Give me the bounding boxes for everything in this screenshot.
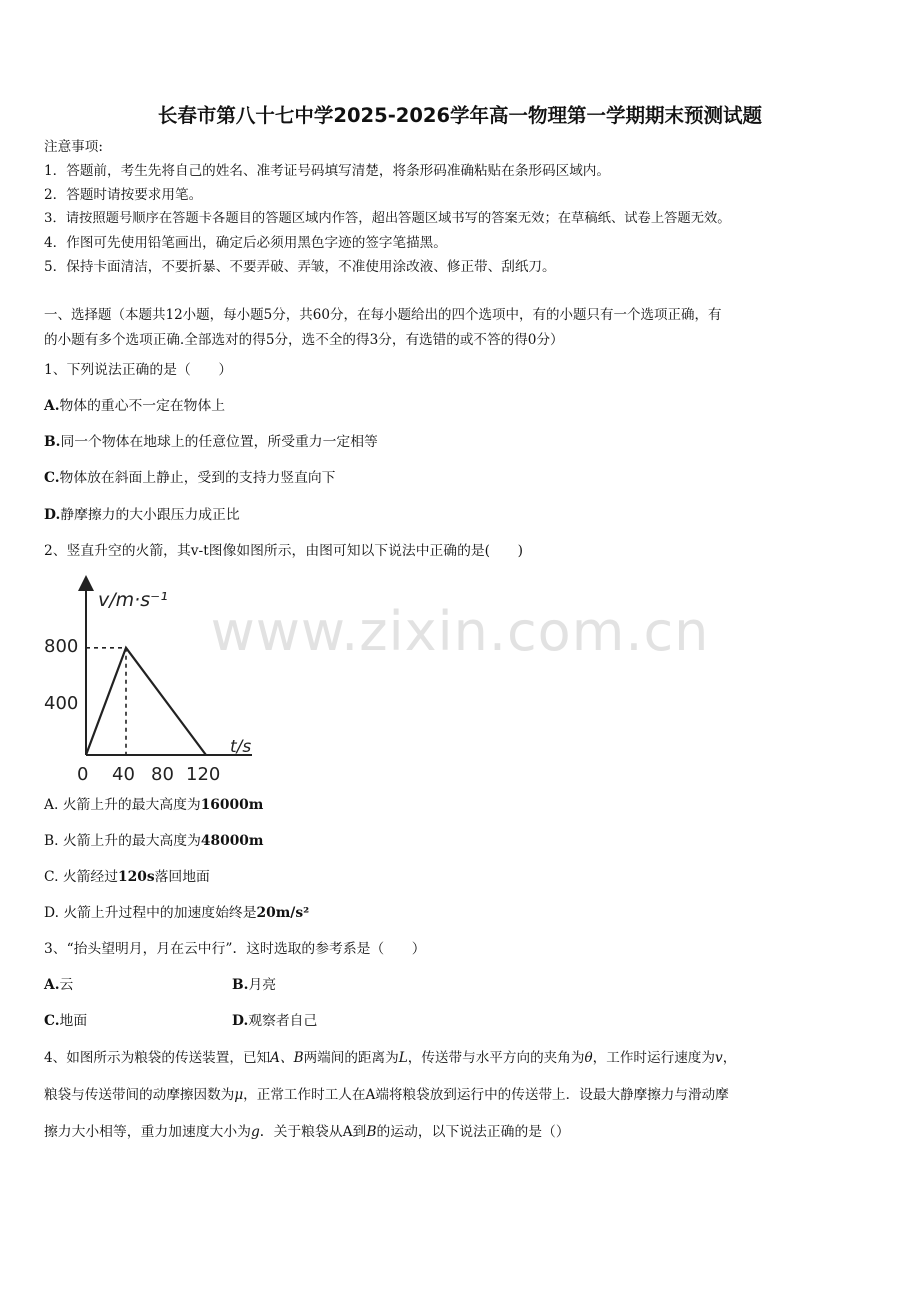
- q3-option-d: [232, 1011, 317, 1031]
- option-value: 48000m: [200, 833, 264, 849]
- math-symbol: θ: [584, 1050, 593, 1066]
- option-letter: B.: [44, 434, 61, 450]
- y-tick-label: 400: [44, 693, 79, 714]
- math-symbol: L: [398, 1050, 408, 1066]
- math-symbol: B: [366, 1124, 377, 1140]
- watermark: www.zixin.com.cn: [210, 600, 710, 663]
- notice-item: 3．请按照题号顺序在答题卡各题目的答题区域内作答，超出答题区域书写的答案无效；在草稿纸、试卷上答题无效。: [44, 211, 731, 226]
- x-tick-label: 40: [112, 764, 135, 785]
- option-text: 云: [59, 977, 74, 993]
- option-letter: B.: [232, 977, 249, 993]
- y-tick-label: 800: [44, 636, 79, 657]
- option-value: 120s: [118, 869, 155, 885]
- q2-option-d: [44, 903, 309, 923]
- notice-item: 2．答题时请按要求用笔。: [44, 187, 203, 203]
- notice-heading: 注意事项:: [44, 139, 103, 155]
- x-axis-label: t/s: [230, 737, 252, 757]
- q4-text: ，正常工作时工人在A端将粮袋放到运行中的传送带上．设最大静摩擦力与滑动摩: [243, 1087, 729, 1103]
- question-4-line3: [44, 1122, 570, 1142]
- option-text: 物体的重心不一定在物体上: [59, 398, 226, 414]
- option-text: B. 火箭上升的最大高度为: [44, 833, 201, 849]
- option-text: A. 火箭上升的最大高度为: [44, 797, 201, 813]
- q4-text: 的运动，以下说法正确的是（）: [376, 1124, 570, 1140]
- q1-option-a: [44, 396, 225, 416]
- q3-option-b: [232, 975, 276, 995]
- section-instructions-line1: 一、选择题（本题共12小题，每小题5分，共60分，在每小题给出的四个选项中，有的小题只有一个选项正确，有: [44, 307, 722, 323]
- question-2-stem: 2、竖直升空的火箭，其v-t图像如图所示，由图可知以下说法中正确的是( ): [44, 543, 524, 559]
- option-text: 观察者自己: [248, 1013, 318, 1029]
- option-text: 落回地面: [154, 869, 210, 885]
- option-value: 16000m: [200, 797, 264, 813]
- q2-option-a: [44, 795, 263, 815]
- option-text: D. 火箭上升过程中的加速度始终是: [44, 905, 257, 921]
- option-letter: C.: [44, 470, 60, 486]
- q2-option-b: [44, 831, 264, 851]
- y-axis-label: v/m·s⁻¹: [98, 589, 168, 611]
- notice-item: 5．保持卡面清洁，不要折暴、不要弄破、弄皱，不准使用涂改液、修正带、刮纸刀。: [44, 259, 556, 275]
- q2-option-c: [44, 867, 210, 887]
- option-letter: D.: [232, 1013, 249, 1029]
- option-letter: C.: [44, 1013, 60, 1029]
- q1-option-c: [44, 468, 335, 488]
- math-symbol: v: [715, 1050, 723, 1066]
- q4-text: ，: [722, 1050, 737, 1066]
- question-4-line1: [44, 1048, 736, 1068]
- x-tick-label: 120: [186, 764, 221, 785]
- q4-text: ，工作时运行速度为: [592, 1050, 715, 1066]
- x-tick-label: 0: [77, 764, 89, 785]
- x-tick-label: 80: [151, 764, 174, 785]
- q4-text: ．关于粮袋从A到: [259, 1124, 367, 1140]
- option-text: 地面: [59, 1013, 88, 1029]
- question-4-line2: [44, 1085, 729, 1105]
- q1-option-b: [44, 432, 378, 452]
- question-1-stem: 1、下列说法正确的是（ ）: [44, 362, 233, 378]
- option-text: C. 火箭经过: [44, 869, 119, 885]
- q4-text: 擦力大小相等，重力加速度大小为: [44, 1124, 251, 1140]
- option-letter: A.: [44, 398, 60, 414]
- option-letter: D.: [44, 507, 61, 523]
- option-value: 20m/s²: [256, 905, 310, 921]
- q1-option-d: [44, 505, 240, 525]
- option-letter: A.: [44, 977, 60, 993]
- option-text: 同一个物体在地球上的任意位置，所受重力一定相等: [60, 434, 378, 450]
- q3-option-a: [44, 975, 73, 995]
- math-symbol: μ: [234, 1087, 244, 1103]
- math-symbol: g: [250, 1124, 260, 1140]
- q4-text: ，传送带与水平方向的夹角为: [407, 1050, 585, 1066]
- option-text: 静摩擦力的大小跟压力成正比: [60, 507, 240, 523]
- option-text: 月亮: [248, 977, 277, 993]
- page-title: 长春市第八十七中学2025-2026学年高一物理第一学期期末预测试题: [157, 104, 763, 127]
- notice-item: 4．作图可先使用铅笔画出，确定后必须用黑色字迹的签字笔描黑。: [44, 235, 447, 251]
- velocity-line: [86, 648, 206, 755]
- math-symbol: A、B: [270, 1050, 304, 1066]
- notice-item: 1．答题前，考生先将自己的姓名、准考证号码填写清楚，将条形码准确粘贴在条形码区域内。: [44, 163, 610, 179]
- section-instructions-line2: 的小题有多个选项正确.全部选对的得5分，选不全的得3分，有选错的或不答的得0分）: [44, 332, 564, 348]
- q4-text: 4、如图所示为粮袋的传送装置，已知: [44, 1050, 271, 1066]
- q4-text: 两端间的距离为: [303, 1050, 399, 1066]
- option-text: 物体放在斜面上静止，受到的支持力竖直向下: [59, 470, 336, 486]
- q3-option-c: [44, 1011, 87, 1031]
- question-3-stem: 3、“抬头望明月，月在云中行”．这时选取的参考系是（ ）: [44, 941, 426, 957]
- q4-text: 粮袋与传送带间的动摩擦因数为: [44, 1087, 235, 1103]
